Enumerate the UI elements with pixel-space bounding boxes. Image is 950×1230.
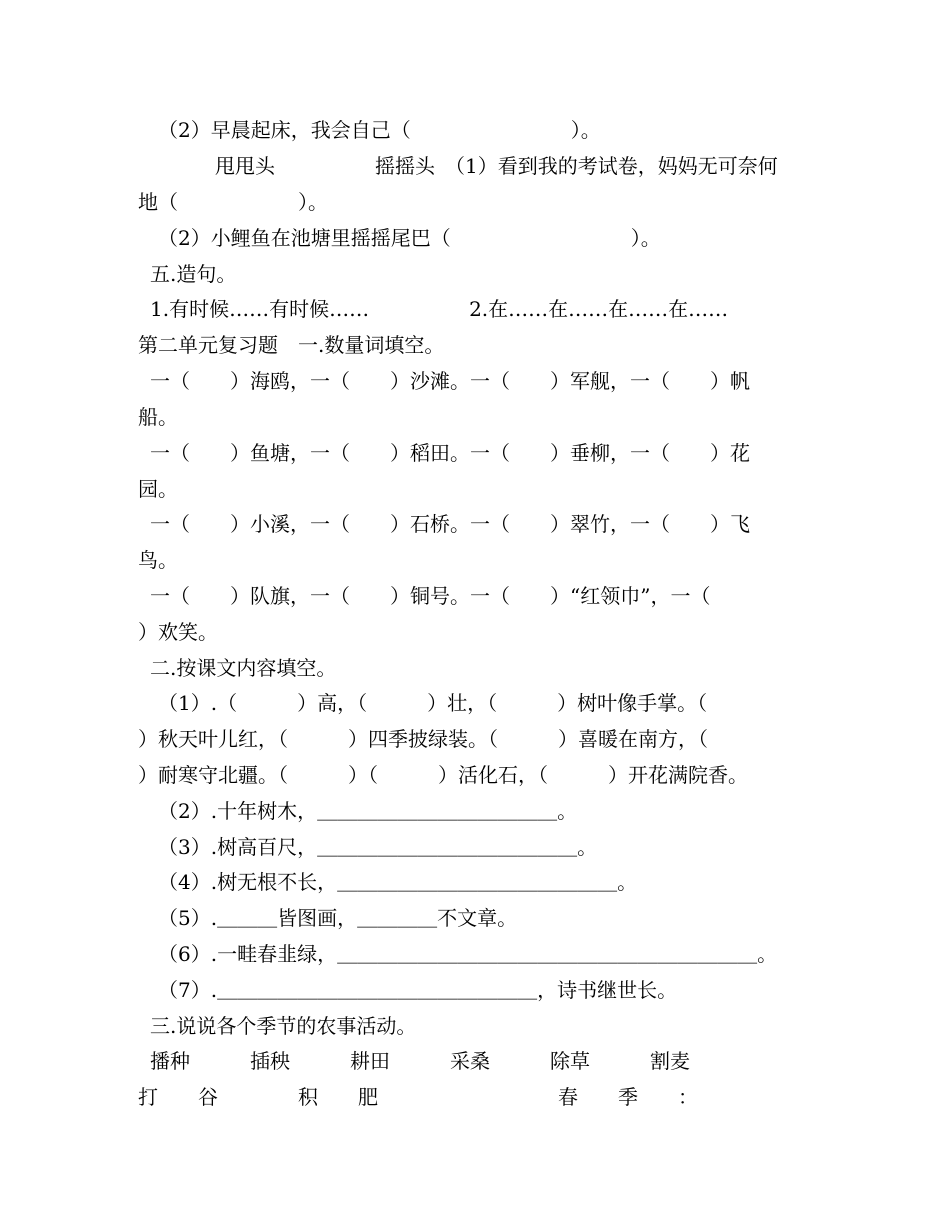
- text-line: 一（ ）鱼塘，一（ ）稻田。一（ ）垂柳，一（ ）花: [150, 441, 750, 465]
- text-line: （1）.（ ）高，（ ）壮，（ ）树叶像手掌。（: [158, 691, 708, 715]
- section-heading: 二.按课文内容填空。: [150, 656, 337, 680]
- text-line: ）秋天叶儿红，（ ）四季披绿装。（ ）喜暖在南方，（: [138, 727, 708, 751]
- section-heading: 五.造句。: [150, 262, 237, 286]
- text-line: （2）早晨起床，我会自己（ ）。: [158, 118, 601, 142]
- text-line: 播种 插秧 耕田 采桑 除草 割麦: [150, 1049, 690, 1073]
- text-line: （3）.树高百尺，＿＿＿＿＿＿＿＿＿＿＿＿＿。: [158, 835, 598, 859]
- text-line: 地（ ）。: [138, 190, 328, 214]
- text-line: （5）.＿＿＿皆图画，＿＿＿＿不文章。: [158, 906, 518, 930]
- text-line: （4）.树无根不长，＿＿＿＿＿＿＿＿＿＿＿＿＿＿。: [158, 870, 638, 894]
- text-line: （6）.一畦春韭绿，＿＿＿＿＿＿＿＿＿＿＿＿＿＿＿＿＿＿＿＿＿。: [158, 942, 778, 966]
- text-line: 一（ ）海鸥，一（ ）沙滩。一（ ）军舰，一（ ）帆: [150, 369, 750, 393]
- text-line: 一（ ）队旗，一（ ）铜号。一（ ）“红领巾”，一（: [150, 584, 711, 608]
- text-line: 打 谷 积 肥 春 季 ：: [138, 1085, 698, 1109]
- section-heading: 三.说说各个季节的农事活动。: [150, 1014, 417, 1038]
- text-line: 1.有时候……有时候…… 2.在……在……在……在……: [150, 297, 729, 321]
- text-line: （2）.十年树木，＿＿＿＿＿＿＿＿＿＿＿＿。: [158, 799, 578, 823]
- text-line: 甩甩头 摇摇头 （1）看到我的考试卷，妈妈无可奈何: [175, 154, 778, 178]
- text-line: （7）.＿＿＿＿＿＿＿＿＿＿＿＿＿＿＿＿，诗书继世长。: [158, 978, 678, 1002]
- text-line: （2）小鲤鱼在池塘里摇摇尾巴（ ）。: [158, 226, 661, 250]
- section-heading: 第二单元复习题 一.数量词填空。: [138, 333, 445, 357]
- text-line: ）欢笑。: [138, 620, 218, 644]
- text-line: 一（ ）小溪，一（ ）石桥。一（ ）翠竹，一（ ）飞: [150, 512, 750, 536]
- text-line: 船。: [138, 405, 178, 429]
- text-line: 鸟。: [138, 548, 178, 572]
- text-line: ）耐寒守北疆。（ ）（ ）活化石，（ ）开花满院香。: [138, 763, 748, 787]
- text-line: 园。: [138, 477, 178, 501]
